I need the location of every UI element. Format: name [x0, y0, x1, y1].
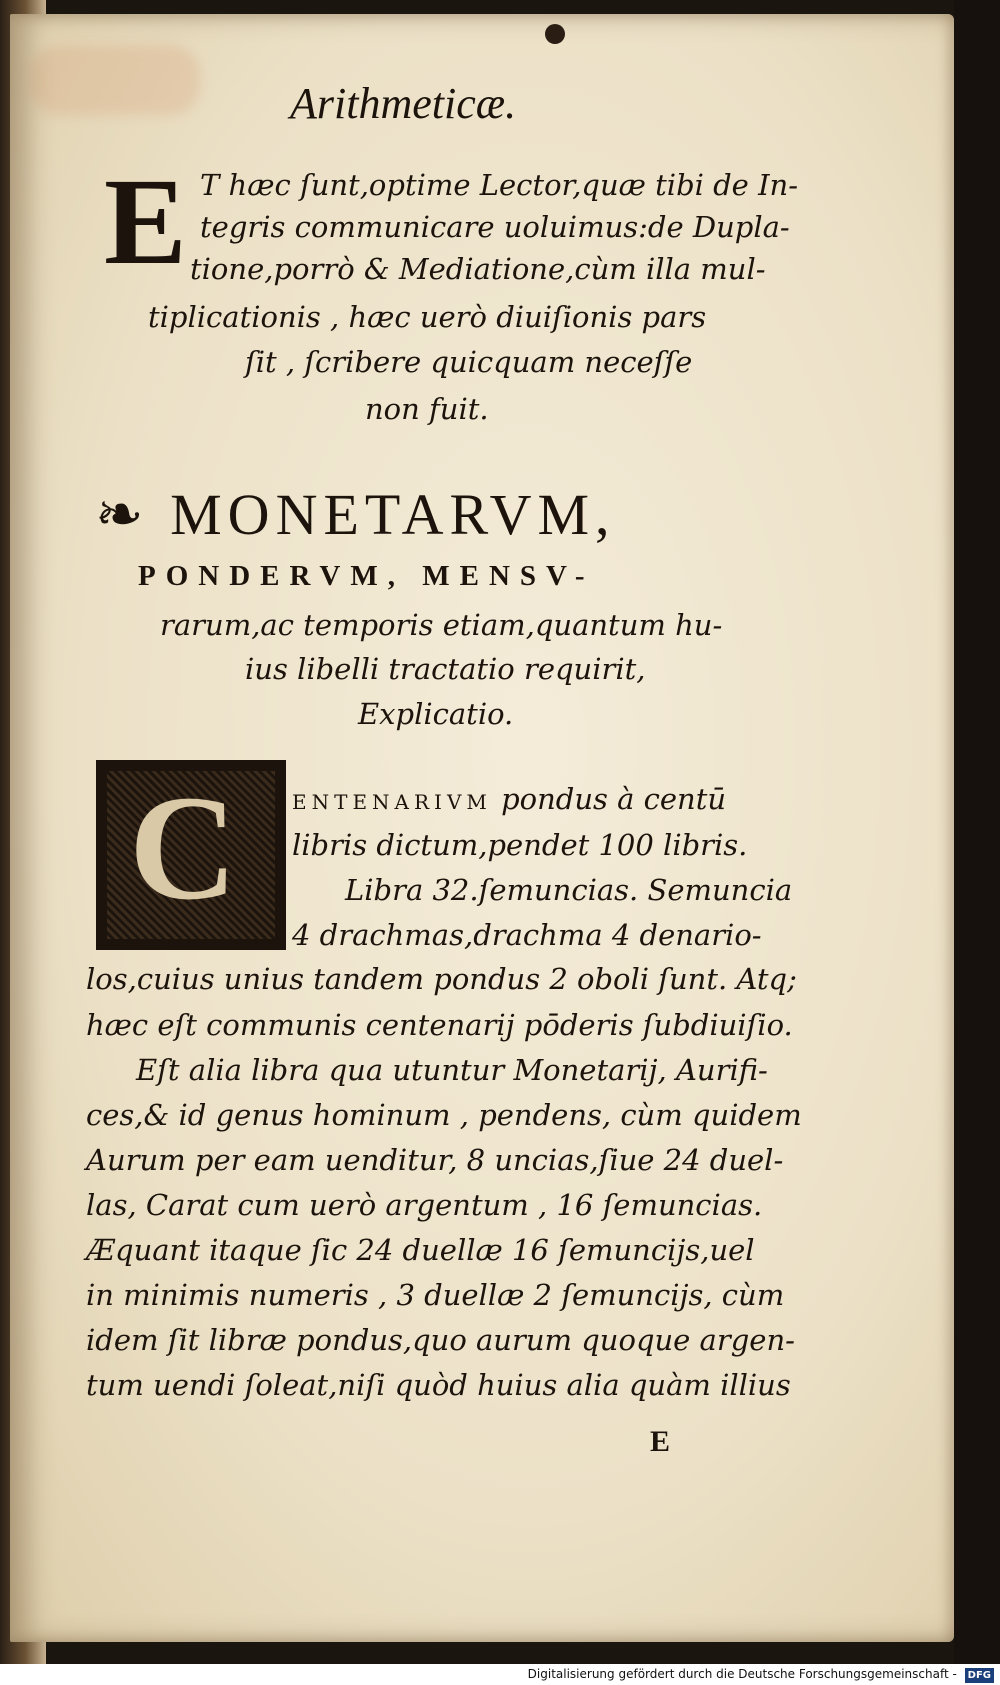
main-line-5: los,cuius unius tandem pondus 2 oboli ſunt. Atq;	[86, 962, 797, 996]
woodcut-initial	[96, 760, 286, 950]
main-line-4: 4 drachmas,drachma 4 denario-	[292, 918, 762, 952]
main-line-1-text: pondus à centū	[501, 782, 727, 816]
main-line-10: las, Carat cum uerò argentum , 16 ſemuncias.	[86, 1188, 763, 1222]
footer-credit: Digitalisierung gefördert durch die Deutsche Forschungsgemeinschaft -	[527, 1667, 957, 1681]
main-line-7: Eſt alia libra qua utuntur Monetarij, Aurifi-	[136, 1053, 768, 1087]
running-head: Arithmeticæ.	[290, 79, 517, 128]
main-line-13: idem ſit libræ pondus,quo aurum quoque argen-	[86, 1323, 795, 1357]
intro-line-3: tione,porrò & Mediatione,cùm illa mul-	[190, 252, 766, 286]
section-line-2: ius libelli tractatio requirit,	[245, 652, 646, 686]
intro-line-2: tegris communicare uoluimus:de Dupla-	[200, 210, 790, 244]
section-title	[95, 480, 616, 548]
main-line-1	[292, 782, 726, 816]
section-title-text: MONETARVM,	[170, 482, 616, 547]
main-line-9: Aurum per eam uenditur, 8 uncias,ſiue 24 duel-	[86, 1143, 784, 1177]
fleuron-icon: ❧	[95, 482, 150, 547]
main-line-11: Æquant itaque ſic 24 duellæ 16 ſemuncijs,uel	[86, 1233, 755, 1267]
main-line-6: hæc eſt communis centenarij pōderis ſubdiuiſio.	[86, 1008, 793, 1042]
section-subtitle: PONDERVM, MENSV-	[138, 560, 595, 592]
intro-line-6: non fuit.	[365, 392, 489, 426]
signature-mark: E	[650, 1425, 671, 1458]
woodcut-letter: C	[129, 765, 238, 931]
intro-line-5: ſit , ſcribere quicquam neceſſe	[245, 345, 693, 379]
section-line-1: rarum,ac temporis etiam,quantum hu-	[160, 608, 723, 642]
main-line-8: ces,& id genus hominum , pendens, cùm quidem	[86, 1098, 802, 1132]
page-edge-shadow	[954, 0, 1000, 1685]
intro-line-1: T hæc ſunt,optime Lector,quæ tibi de In-	[200, 168, 798, 202]
main-line-3: Libra 32.ſemuncias. Semuncia	[345, 873, 793, 907]
main-line-12: in minimis numeris , 3 duellæ 2 ſemuncijs, cùm	[86, 1278, 785, 1312]
section-line-3: Explicatio.	[358, 697, 514, 731]
footer-bar	[0, 1664, 1000, 1685]
main-smallcaps-word: ENTENARIVM	[292, 790, 492, 814]
intro-line-4: tiplicationis , hæc uerò diuiſionis pars	[148, 300, 707, 334]
main-line-14: tum uendi ſoleat,niſi quòd huius alia quàm illius	[86, 1368, 791, 1402]
drop-cap-initial: E	[104, 153, 187, 290]
binding-hole	[545, 24, 565, 44]
main-line-2: libris dictum,pendet 100 libris.	[292, 828, 748, 862]
paper-stain	[30, 45, 200, 115]
dfg-logo: DFG	[965, 1668, 994, 1683]
